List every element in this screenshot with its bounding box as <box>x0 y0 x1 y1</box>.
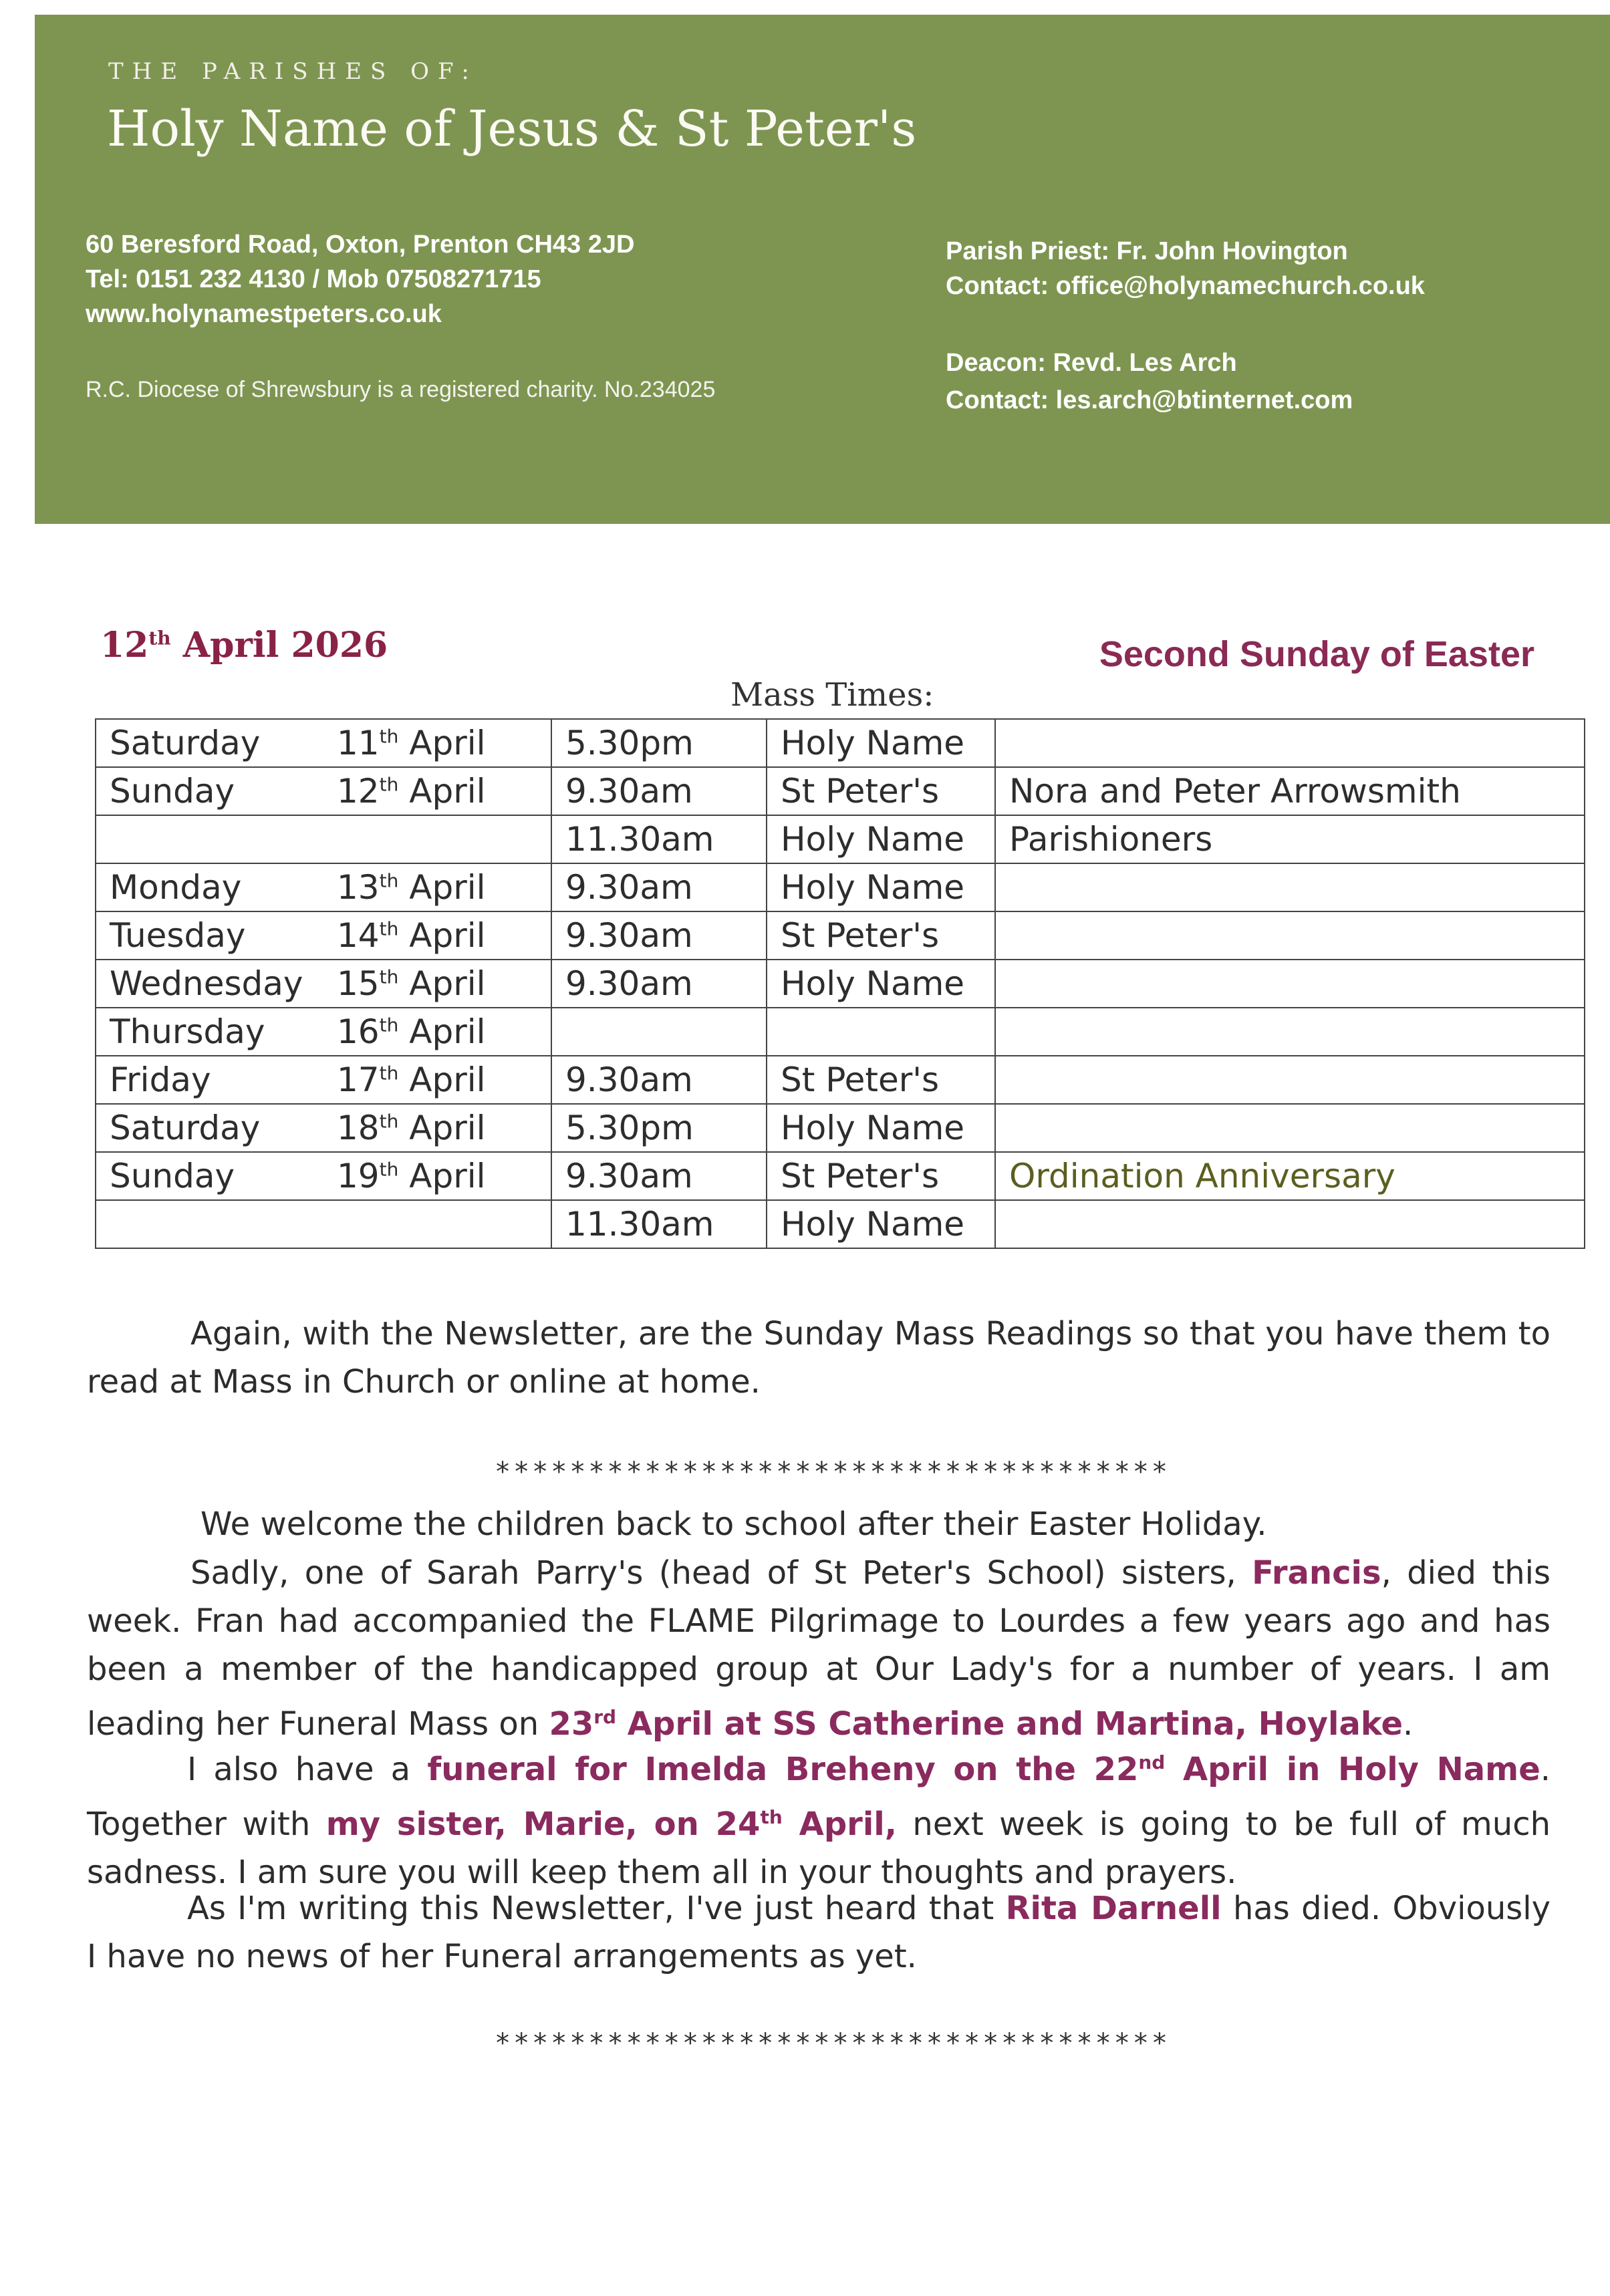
date-suffix: th <box>379 725 399 748</box>
header-kicker: THE PARISHES OF: <box>108 58 478 85</box>
mass-day: Wednesday <box>96 960 323 1008</box>
mass-time: 9.30am <box>551 1056 767 1104</box>
mass-row <box>96 1008 1585 1056</box>
mass-church: St Peter's <box>767 1152 995 1200</box>
mass-day: Saturday <box>96 1104 323 1152</box>
mass-day <box>96 1200 323 1248</box>
mass-time: 9.30am <box>551 767 767 815</box>
mass-intention <box>995 1200 1585 1248</box>
mass-time: 5.30pm <box>551 719 767 767</box>
mass-date <box>323 1104 551 1152</box>
text-span: . <box>1403 1705 1414 1743</box>
mass-church: Holy Name <box>767 1104 995 1152</box>
mass-day: Sunday <box>96 1152 323 1200</box>
text-span: , died this week. Fran had accompanied the FLAME Pilgrimage to Lourdes a few years ago and has been a member of the handicapped group at Our Lady's for a number of years. I am leading her Funeral Mass on <box>87 1554 1551 1743</box>
mass-day: Tuesday <box>96 911 323 960</box>
highlight-rita: Rita Darnell <box>1005 1890 1222 1927</box>
mass-church: St Peter's <box>767 911 995 960</box>
date-month: April <box>409 916 486 955</box>
parish-priest: Parish Priest: Fr. John Hovington <box>946 237 1348 265</box>
telephone: Tel: 0151 232 4130 / Mob 07508271715 <box>86 265 541 293</box>
date-number: 14 <box>337 916 380 955</box>
mass-row <box>96 863 1585 911</box>
mass-date <box>323 960 551 1008</box>
mass-times-title: Mass Times: <box>730 676 934 714</box>
date-number: 16 <box>337 1012 380 1051</box>
rita-paragraph <box>87 1884 1551 1981</box>
mass-time: 9.30am <box>551 1152 767 1200</box>
mass-day: Sunday <box>96 767 323 815</box>
date-number: 11 <box>337 724 380 762</box>
text-span: next week is going to be full of much sadness. I am sure you will keep them all in your thoughts and prayers. <box>87 1806 1551 1891</box>
date-rest: April 2026 <box>182 625 388 666</box>
mass-row <box>96 911 1585 960</box>
highlight-funeral <box>549 1705 1403 1743</box>
mass-row <box>96 767 1585 815</box>
parish-address-block <box>86 227 634 331</box>
date-number: 13 <box>337 868 380 907</box>
ordinal-suffix: nd <box>1138 1751 1166 1773</box>
date-month: April <box>409 868 486 907</box>
date-suffix: th <box>379 1014 399 1036</box>
mass-day: Friday <box>96 1056 323 1104</box>
text-span: As I'm writing this Newsletter, I've just heard that <box>187 1890 1006 1927</box>
date-day: 12 <box>100 625 149 666</box>
mass-date <box>323 1152 551 1200</box>
mass-day <box>96 815 323 863</box>
mass-church: St Peter's <box>767 767 995 815</box>
mass-intention <box>995 1104 1585 1152</box>
text-span: April in Holy Name <box>1165 1751 1540 1788</box>
date-month: April <box>409 724 486 762</box>
mass-intention <box>995 911 1585 960</box>
text-span: April, <box>782 1806 897 1843</box>
mass-date <box>323 767 551 815</box>
date-month: April <box>409 1109 486 1147</box>
date-month: April <box>409 1060 486 1099</box>
mass-time: 11.30am <box>551 1200 767 1248</box>
mass-time: 11.30am <box>551 815 767 863</box>
date-suffix: th <box>379 1158 399 1181</box>
funerals-paragraph <box>87 1739 1551 1896</box>
mass-date <box>323 1056 551 1104</box>
date-suffix: th <box>379 773 399 796</box>
mass-date <box>323 1200 551 1248</box>
date-month: April <box>409 1012 486 1051</box>
mass-time <box>551 1008 767 1056</box>
text-span: Sadly, one of Sarah Parry's (head of St Peter's School) sisters, <box>190 1554 1252 1592</box>
newsletter-date <box>100 625 388 666</box>
deacon-name: Deacon: Revd. Les Arch <box>946 349 1237 377</box>
mass-row <box>96 1200 1585 1248</box>
mass-church <box>767 1008 995 1056</box>
text-span: I also have a <box>187 1751 428 1788</box>
mass-date <box>323 719 551 767</box>
mass-church: Holy Name <box>767 960 995 1008</box>
website-link[interactable]: www.holynamestpeters.co.uk <box>86 300 442 328</box>
mass-row <box>96 1104 1585 1152</box>
mass-day: Saturday <box>96 719 323 767</box>
text-span: 23 <box>549 1705 594 1743</box>
mass-intention <box>995 1008 1585 1056</box>
date-suffix: th <box>379 1062 399 1085</box>
date-month: April <box>409 1157 486 1195</box>
ordinal-suffix: rd <box>593 1706 617 1728</box>
divider-stars-bottom: ************************************ <box>495 2028 1170 2059</box>
mass-church: Holy Name <box>767 1200 995 1248</box>
mass-row <box>96 1056 1585 1104</box>
welcome-paragraph: We welcome the children back to school after their Easter Holiday. <box>200 1505 1267 1543</box>
mass-intention <box>995 863 1585 911</box>
mass-times-table <box>95 718 1585 1249</box>
mass-church: St Peter's <box>767 1056 995 1104</box>
mass-intention: Ordination Anniversary <box>995 1152 1585 1200</box>
highlight-marie <box>326 1806 897 1843</box>
text-span: has died. Obviously I have no news of her Funeral arrangements as yet. <box>87 1890 1551 1975</box>
date-number: 15 <box>337 964 380 1003</box>
mass-intention <box>995 960 1585 1008</box>
mass-time: 9.30am <box>551 911 767 960</box>
charity-notice: R.C. Diocese of Shrewsbury is a registered charity. No.234025 <box>86 377 716 402</box>
date-number: 19 <box>337 1157 380 1195</box>
highlight-name: Francis <box>1252 1554 1381 1592</box>
mass-intention <box>995 1056 1585 1104</box>
mass-row <box>96 960 1585 1008</box>
mass-date <box>323 815 551 863</box>
divider-stars: ************************************ <box>495 1457 1170 1487</box>
ordinal-suffix: th <box>760 1806 783 1828</box>
text-span: funeral for Imelda Breheny on the 22 <box>427 1751 1139 1788</box>
mass-time: 5.30pm <box>551 1104 767 1152</box>
date-suffix: th <box>379 1110 399 1133</box>
date-month: April <box>409 964 486 1003</box>
text-span: my sister, Marie, on 24 <box>325 1806 761 1843</box>
deacon-block <box>946 344 1353 419</box>
address: 60 Beresford Road, Oxton, Prenton CH43 2JD <box>86 231 635 259</box>
mass-intention: Nora and Peter Arrowsmith <box>995 767 1585 815</box>
highlight-imelda <box>427 1751 1540 1788</box>
mass-time: 9.30am <box>551 960 767 1008</box>
mass-intention: Parishioners <box>995 815 1585 863</box>
date-suffix: th <box>379 966 399 988</box>
date-number: 12 <box>337 772 380 811</box>
mass-date <box>323 863 551 911</box>
mass-row <box>96 719 1585 767</box>
date-suffix: th <box>379 917 399 940</box>
mass-day: Monday <box>96 863 323 911</box>
mass-church: Holy Name <box>767 815 995 863</box>
parish-name: Holy Name of Jesus & St Peter's <box>107 100 917 158</box>
mass-date <box>323 1008 551 1056</box>
francis-paragraph <box>87 1549 1551 1748</box>
liturgical-day: Second Sunday of Easter <box>1099 634 1534 674</box>
readings-note: Again, with the Newsletter, are the Sunday Mass Readings so that you have them to read at Mass in Church or online at home. <box>87 1315 1551 1401</box>
mass-church: Holy Name <box>767 719 995 767</box>
mass-row <box>96 815 1585 863</box>
mass-date <box>323 911 551 960</box>
mass-row <box>96 1152 1585 1200</box>
priest-block <box>946 234 1425 303</box>
date-suffix: th <box>148 627 171 650</box>
mass-day: Thursday <box>96 1008 323 1056</box>
text-span: April at SS Catherine and Martina, Hoylake <box>616 1705 1403 1743</box>
priest-contact[interactable]: Contact: office@holynamechurch.co.uk <box>946 272 1425 300</box>
mass-church: Holy Name <box>767 863 995 911</box>
date-month: April <box>409 772 486 811</box>
date-number: 17 <box>337 1060 380 1099</box>
deacon-contact[interactable]: Contact: les.arch@btinternet.com <box>946 386 1353 414</box>
text-span: . Together with <box>87 1751 1551 1843</box>
mass-time: 9.30am <box>551 863 767 911</box>
date-suffix: th <box>379 869 399 892</box>
mass-intention <box>995 719 1585 767</box>
date-number: 18 <box>337 1109 380 1147</box>
